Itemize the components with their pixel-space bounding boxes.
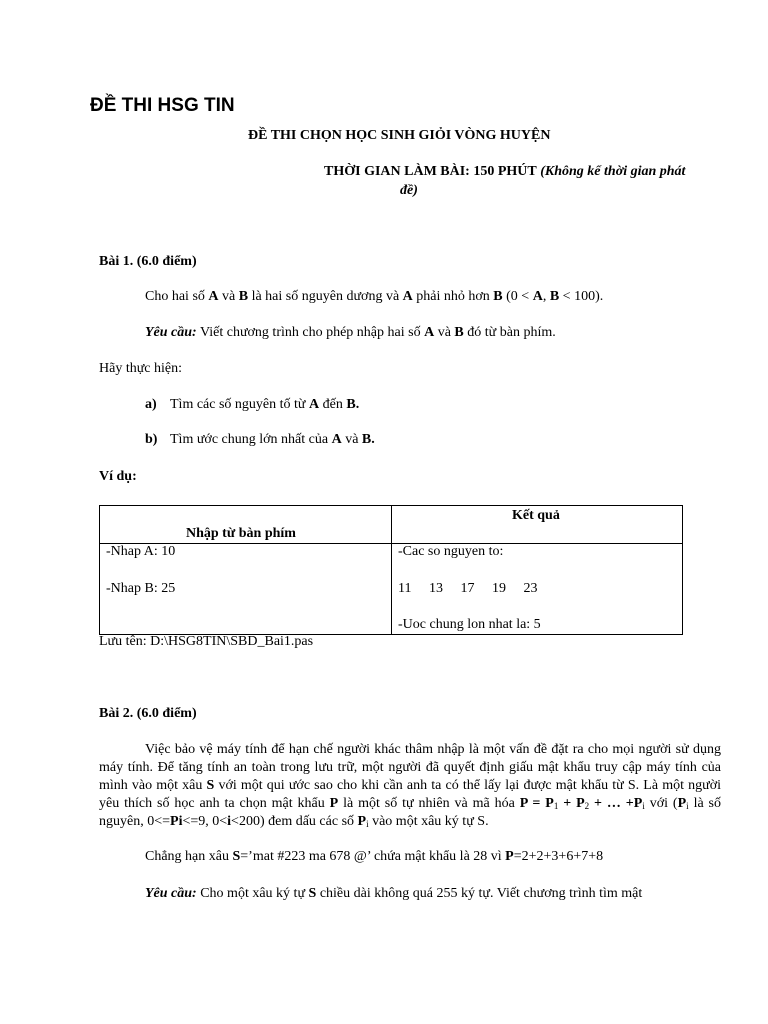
var-b: B	[493, 289, 503, 304]
result-line: 11 13 17 19 23	[398, 581, 538, 596]
table-cell-input	[100, 544, 392, 635]
table-header-row	[100, 506, 683, 544]
bai2-title: Bài 2. (6.0 điểm)	[99, 706, 197, 721]
var-b: B	[454, 325, 464, 340]
text: đến	[319, 397, 347, 412]
var-pi: Pi	[170, 814, 183, 829]
text: Việc bảo vệ máy tính để hạn chế người khác thâm nhập là một vấn đề đặt ra cho mọi người sử dụng máy tính. Để tăng tính an toàn trong lưu trữ, một người đã quyết định giấu mật khẩu truy cập máy tính của mình vào một xâu	[99, 742, 721, 793]
text: Cho hai số	[145, 289, 209, 304]
bai1-title: Bài 1. (6.0 điểm)	[99, 254, 197, 269]
var-a: A	[208, 289, 219, 304]
text: Cho một xâu ký tự	[196, 886, 309, 901]
formula: + … +P	[589, 796, 643, 811]
input-line: -Nhap B: 25	[106, 581, 176, 596]
bai1-item-a	[145, 397, 359, 413]
subscript: i	[642, 801, 645, 811]
text: là hai số nguyên dương và	[248, 289, 403, 304]
result-line: -Cac so nguyen to:	[398, 544, 504, 559]
var-b: B	[549, 289, 560, 304]
text: < 100).	[559, 289, 604, 304]
var-s: S	[232, 849, 241, 864]
table-cell-result	[392, 544, 683, 635]
text: và	[341, 432, 362, 447]
text: ,	[542, 289, 550, 304]
text: <200) đem dấu các số	[231, 814, 358, 829]
document-heading: ĐỀ THI HSG TIN	[90, 95, 235, 116]
var-a: A	[532, 289, 543, 304]
bai1-intro	[145, 289, 603, 305]
var-a: A	[402, 289, 413, 304]
bai1-save-name: Lưu tên: D:\HSG8TIN\SBD_Bai1.pas	[99, 634, 314, 649]
input-line: -Nhap A: 10	[106, 544, 176, 559]
table-header-cell	[392, 506, 683, 544]
text: (0 <	[502, 289, 533, 304]
var-a: A	[424, 325, 435, 340]
bai2-paragraph-2	[145, 849, 603, 865]
requirement-label: Yêu cầu:	[145, 886, 197, 901]
text: Chẳng hạn xâu	[145, 849, 233, 864]
text: Tìm các số nguyên tố từ	[170, 397, 310, 412]
var-b: B.	[361, 432, 375, 447]
bai1-example-label: Ví dụ:	[99, 469, 137, 484]
text: và	[434, 325, 455, 340]
text: Viết chương trình cho phép nhập hai số	[196, 325, 425, 340]
exam-subtitle: ĐỀ THI CHỌN HỌC SINH GIỎI VÒNG HUYỆN	[248, 128, 551, 143]
subscript: i	[366, 819, 369, 829]
formula: P = P	[519, 796, 554, 811]
bai1-item-b	[145, 432, 375, 448]
exam-time-note: (Không kể thời gian phát	[540, 164, 686, 179]
bai2-paragraph-1	[99, 741, 721, 831]
text: là một số tự nhiên và mã hóa	[338, 796, 520, 811]
text: <=9, 0<	[182, 814, 228, 829]
text: =2+2+3+6+7+8	[513, 849, 604, 864]
exam-time-main: THỜI GIAN LÀM BÀI: 150 PHÚT	[324, 164, 537, 179]
table-header-cell	[100, 506, 392, 544]
text: với một qui ước sao cho khi cần anh ta có thể lấy lại được mật khẩu từ S. Là một người yêu thích số học anh ta chọn mật khẩu	[99, 778, 721, 811]
formula: + P	[558, 796, 585, 811]
text: =’mat #223 ma 678 @’ chứa mật khẩu là 28 vì	[240, 849, 506, 864]
text: là số nguyên, 0<=	[99, 796, 722, 829]
text: đó từ bàn phím.	[463, 325, 556, 340]
text: và	[218, 289, 239, 304]
text: phải nhỏ hơn	[412, 289, 494, 304]
var-s: S	[206, 778, 215, 793]
var-p: P	[357, 814, 367, 829]
table-row	[100, 544, 683, 635]
var-a: A	[331, 432, 342, 447]
list-marker: a)	[145, 397, 157, 412]
example-table	[99, 505, 683, 635]
column-header-result: Kết quả	[512, 508, 560, 523]
text: vào một xâu ký tự S.	[368, 814, 489, 829]
var-a: A	[309, 397, 320, 412]
result-line: -Uoc chung lon nhat la: 5	[398, 617, 541, 632]
subscript: i	[686, 801, 689, 811]
bai1-do-label: Hãy thực hiện:	[99, 361, 183, 376]
bai1-requirement	[145, 325, 556, 341]
text: Tìm ước chung lớn nhất của	[170, 432, 332, 447]
requirement-label: Yêu cầu:	[145, 325, 197, 340]
var-p: P	[329, 796, 339, 811]
column-header-input: Nhập từ bàn phím	[186, 526, 296, 541]
var-i: i	[227, 814, 232, 829]
text: với (	[644, 796, 678, 811]
subscript: 2	[584, 801, 590, 811]
var-b: B	[238, 289, 249, 304]
var-p: P	[505, 849, 514, 864]
bai2-paragraph-3	[99, 885, 721, 903]
var-p: P	[677, 796, 687, 811]
text: chiều dài không quá 255 ký tự. Viết chương trình tìm mật	[316, 886, 643, 901]
var-s: S	[308, 886, 317, 901]
exam-time-note-cont: đề)	[400, 183, 418, 198]
subscript: 1	[553, 801, 559, 811]
list-marker: b)	[145, 432, 158, 447]
exam-time	[324, 164, 685, 180]
var-b: B.	[346, 397, 360, 412]
